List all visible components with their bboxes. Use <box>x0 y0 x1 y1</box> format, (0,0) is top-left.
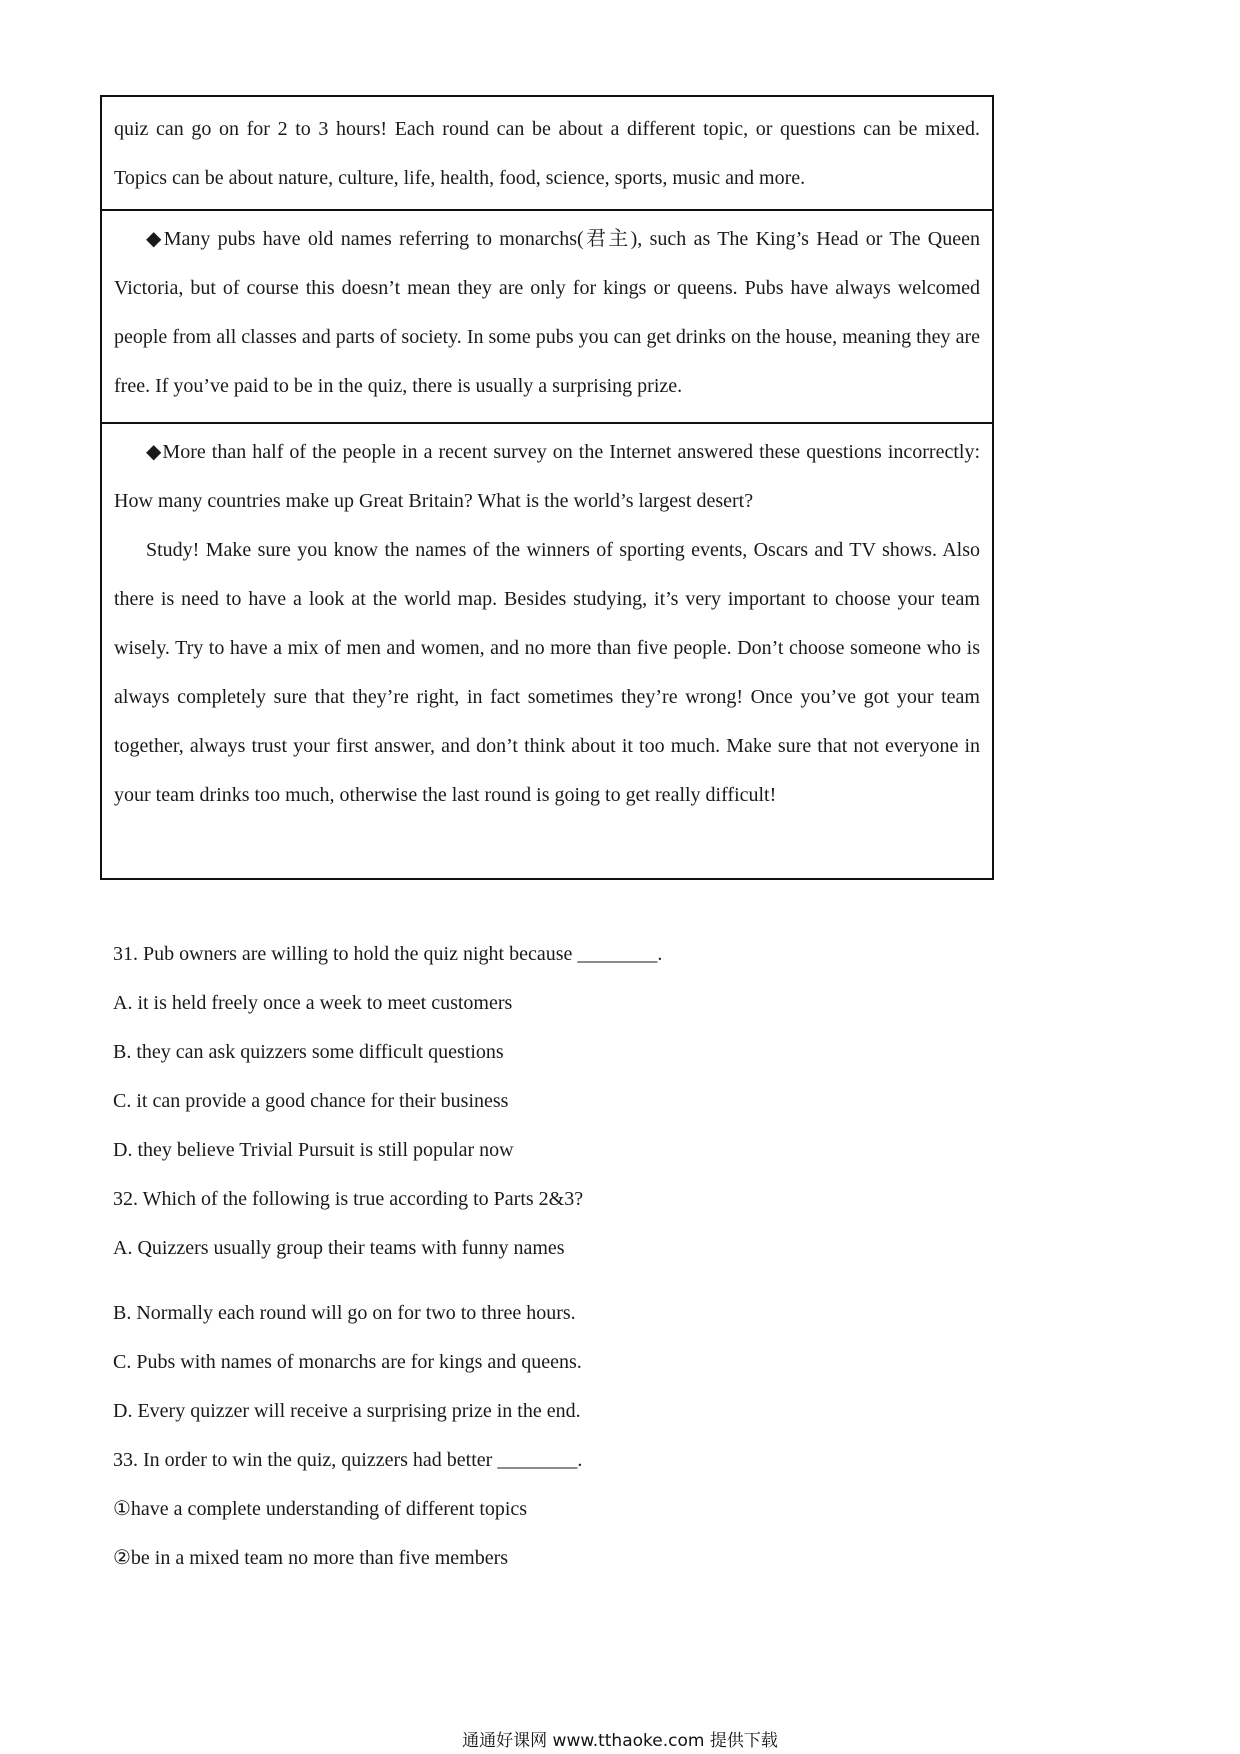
passage-part-3 <box>100 422 994 880</box>
passage-part-2 <box>100 209 994 424</box>
question-33-item-2: ②be in a mixed team no more than five members <box>113 1547 509 1569</box>
page-footer: 通通好课网 www.tthaoke.com 提供下载 <box>462 1731 778 1751</box>
passage-paragraph: ◆Many pubs have old names referring to monarchs(君主), such as The King’s Head or The Queen Victoria, but of course this doesn’t mean they are only for kings or queens. Pubs have always welcomed people from all classes and parts of society. In some pubs you can get drinks on the house, meaning they are free. If you’ve paid to be in the quiz, there is usually a surprising prize. <box>114 228 980 397</box>
passage-paragraph: Study! Make sure you know the names of the winners of sporting events, Oscars and TV shows. Also there is need to have a look at the world map. Besides studying, it’s very important to choose your team wisely. Try to have a mix of men and women, and no more than five people. Don’t choose someone who is always completely sure that they’re right, in fact sometimes they’re wrong! Once you’ve got your team together, always trust your first answer, and don’t think about it too much. Make sure that not everyone in your team drinks too much, otherwise the last round is going to get really difficult! <box>114 539 980 806</box>
question-31-option-b: B. they can ask quizzers some difficult questions <box>113 1041 504 1063</box>
question-list <box>113 930 993 1583</box>
question-31-option-a: A. it is held freely once a week to meet customers <box>113 992 513 1014</box>
question-32-option-c: C. Pubs with names of monarchs are for kings and queens. <box>113 1351 582 1373</box>
question-31-option-d: D. they believe Trivial Pursuit is still popular now <box>113 1139 514 1161</box>
passage-part-1 <box>100 95 994 211</box>
passage-paragraph: ◆More than half of the people in a recent survey on the Internet answered these questions incorrectly: How many countries make up Great Britain? What is the world’s largest desert? <box>114 441 980 512</box>
passage-paragraph: quiz can go on for 2 to 3 hours! Each round can be about a different topic, or questions can be mixed. Topics can be about nature, culture, life, health, food, science, sports, music and more. <box>114 118 980 189</box>
question-32-option-d: D. Every quizzer will receive a surprising prize in the end. <box>113 1400 581 1422</box>
question-31-option-c: C. it can provide a good chance for their business <box>113 1090 509 1112</box>
question-32-stem: 32. Which of the following is true according to Parts 2&3? <box>113 1188 584 1210</box>
question-32-option-a: A. Quizzers usually group their teams with funny names <box>113 1237 565 1259</box>
question-31-stem: 31. Pub owners are willing to hold the quiz night because ________. <box>113 943 663 965</box>
question-33-stem: 33. In order to win the quiz, quizzers had better ________. <box>113 1449 583 1471</box>
question-32-option-b: B. Normally each round will go on for two to three hours. <box>113 1302 576 1324</box>
question-33-item-1: ①have a complete understanding of different topics <box>113 1498 528 1520</box>
